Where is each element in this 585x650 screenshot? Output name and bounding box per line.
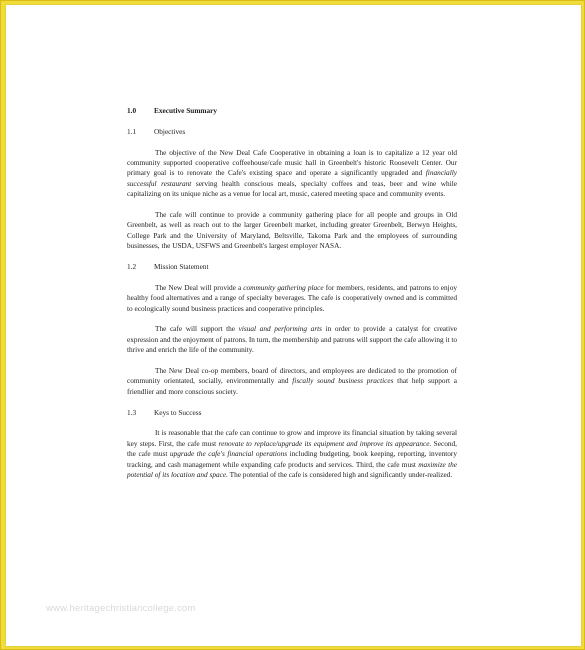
section-number: 1.3: [127, 407, 137, 417]
section-number: 1.2: [127, 262, 137, 271]
watermark: www.heritagechristiancollege.com: [46, 603, 196, 614]
section-title: Keys to Success: [154, 407, 202, 417]
text-run: for members, residents, and patrons to enjoy healthy food alternatives and a range of specialty beverages. The cafe is cooperatively owned and is committed to ecologically sound business practices and cooperative principles.: [127, 282, 458, 313]
paragraph-mission-arts: [127, 324, 457, 355]
paragraph-mission-members: [127, 366, 457, 397]
section-title: Objectives: [154, 126, 186, 136]
emphasis-text: upgrade the cafe's financial operations: [169, 449, 288, 459]
section-number: 1.0: [127, 106, 137, 115]
emphasis-text: financially successful restaurant: [127, 168, 457, 188]
text-run: including budgeting, book keeping, reporting, inventory tracking, and cash management while expanding cafe products and services. Third, the cafe must: [127, 449, 457, 469]
section-heading-executive-summary: [127, 106, 457, 116]
text-run: serving health conscious meals, specialty coffees and teas, beer and wine while capitalizing on its unique niche as a venue for local art, music, catered meeting space and community events.: [127, 178, 458, 199]
section-title: Mission Statement: [154, 262, 209, 271]
text-run: in order to provide a catalyst for creative expression and the enjoyment of patrons. In turn, the membership and patrons will support the cafe allowing it to thrive and enrich the life of the community.: [127, 324, 457, 355]
text-run: The New Deal will provide a: [155, 282, 244, 292]
paragraph-mission-gathering: [127, 283, 457, 314]
emphasis-text: fiscally sound business practices: [292, 376, 394, 386]
document-page: [6, 5, 581, 646]
text-run: The New Deal co-op members, board of directors, and employees are dedicated to the promotion of community orientated, socially, environmentally and: [127, 366, 457, 386]
paragraph-keys-to-success: [127, 428, 457, 480]
text-run: The potential of the cafe is considered high and significantly under-realized.: [227, 470, 453, 480]
emphasis-text: renovate to replace/upgrade its equipment and improve its appearance.: [218, 438, 432, 448]
text-run: The cafe will support the: [155, 324, 239, 334]
section-heading-mission-statement: [127, 262, 457, 272]
emphasis-text: visual and performing arts: [238, 324, 323, 334]
emphasis-text: maximize the potential of its location and space.: [127, 459, 457, 480]
text-run: that help support a friendlier and more conscious society.: [127, 376, 457, 396]
section-title: Executive Summary: [154, 106, 218, 115]
section-heading-keys-to-success: [127, 408, 457, 418]
paragraph-community: The cafe will continue to provide a community gathering place for all people and groups in Old Greenbelt, as well as reach out to the larger Greenbelt market, including greater Greenbelt, Berwyn Heights, College Park and the University of Maryland, Beltsville, Takoma Park and the employees of surrounding businesses, the USDA, USFWS and Greenbelt's largest employer NASA.: [127, 209, 457, 251]
emphasis-text: community gathering place: [243, 282, 324, 292]
document-body: [127, 106, 457, 491]
section-number: 1.1: [127, 126, 137, 136]
text-run: Second, the cafe must: [127, 438, 457, 459]
text-run: It is reasonable that the cafe can continue to grow and improve its financial situation by taking several key steps. First, the cafe must: [127, 428, 457, 448]
section-heading-objectives: [127, 127, 457, 137]
paragraph-objective: [127, 148, 457, 200]
text-run: The objective of the New Deal Cafe Cooperative in obtaining a loan is to capitalize a 12 year old community supported cooperative coffeehouse/cafe music hall in Greenbelt's historic Roosevelt Center. Our primary goal is to renovate the Cafe's existing space and operate a significantly upgraded and: [127, 147, 457, 178]
